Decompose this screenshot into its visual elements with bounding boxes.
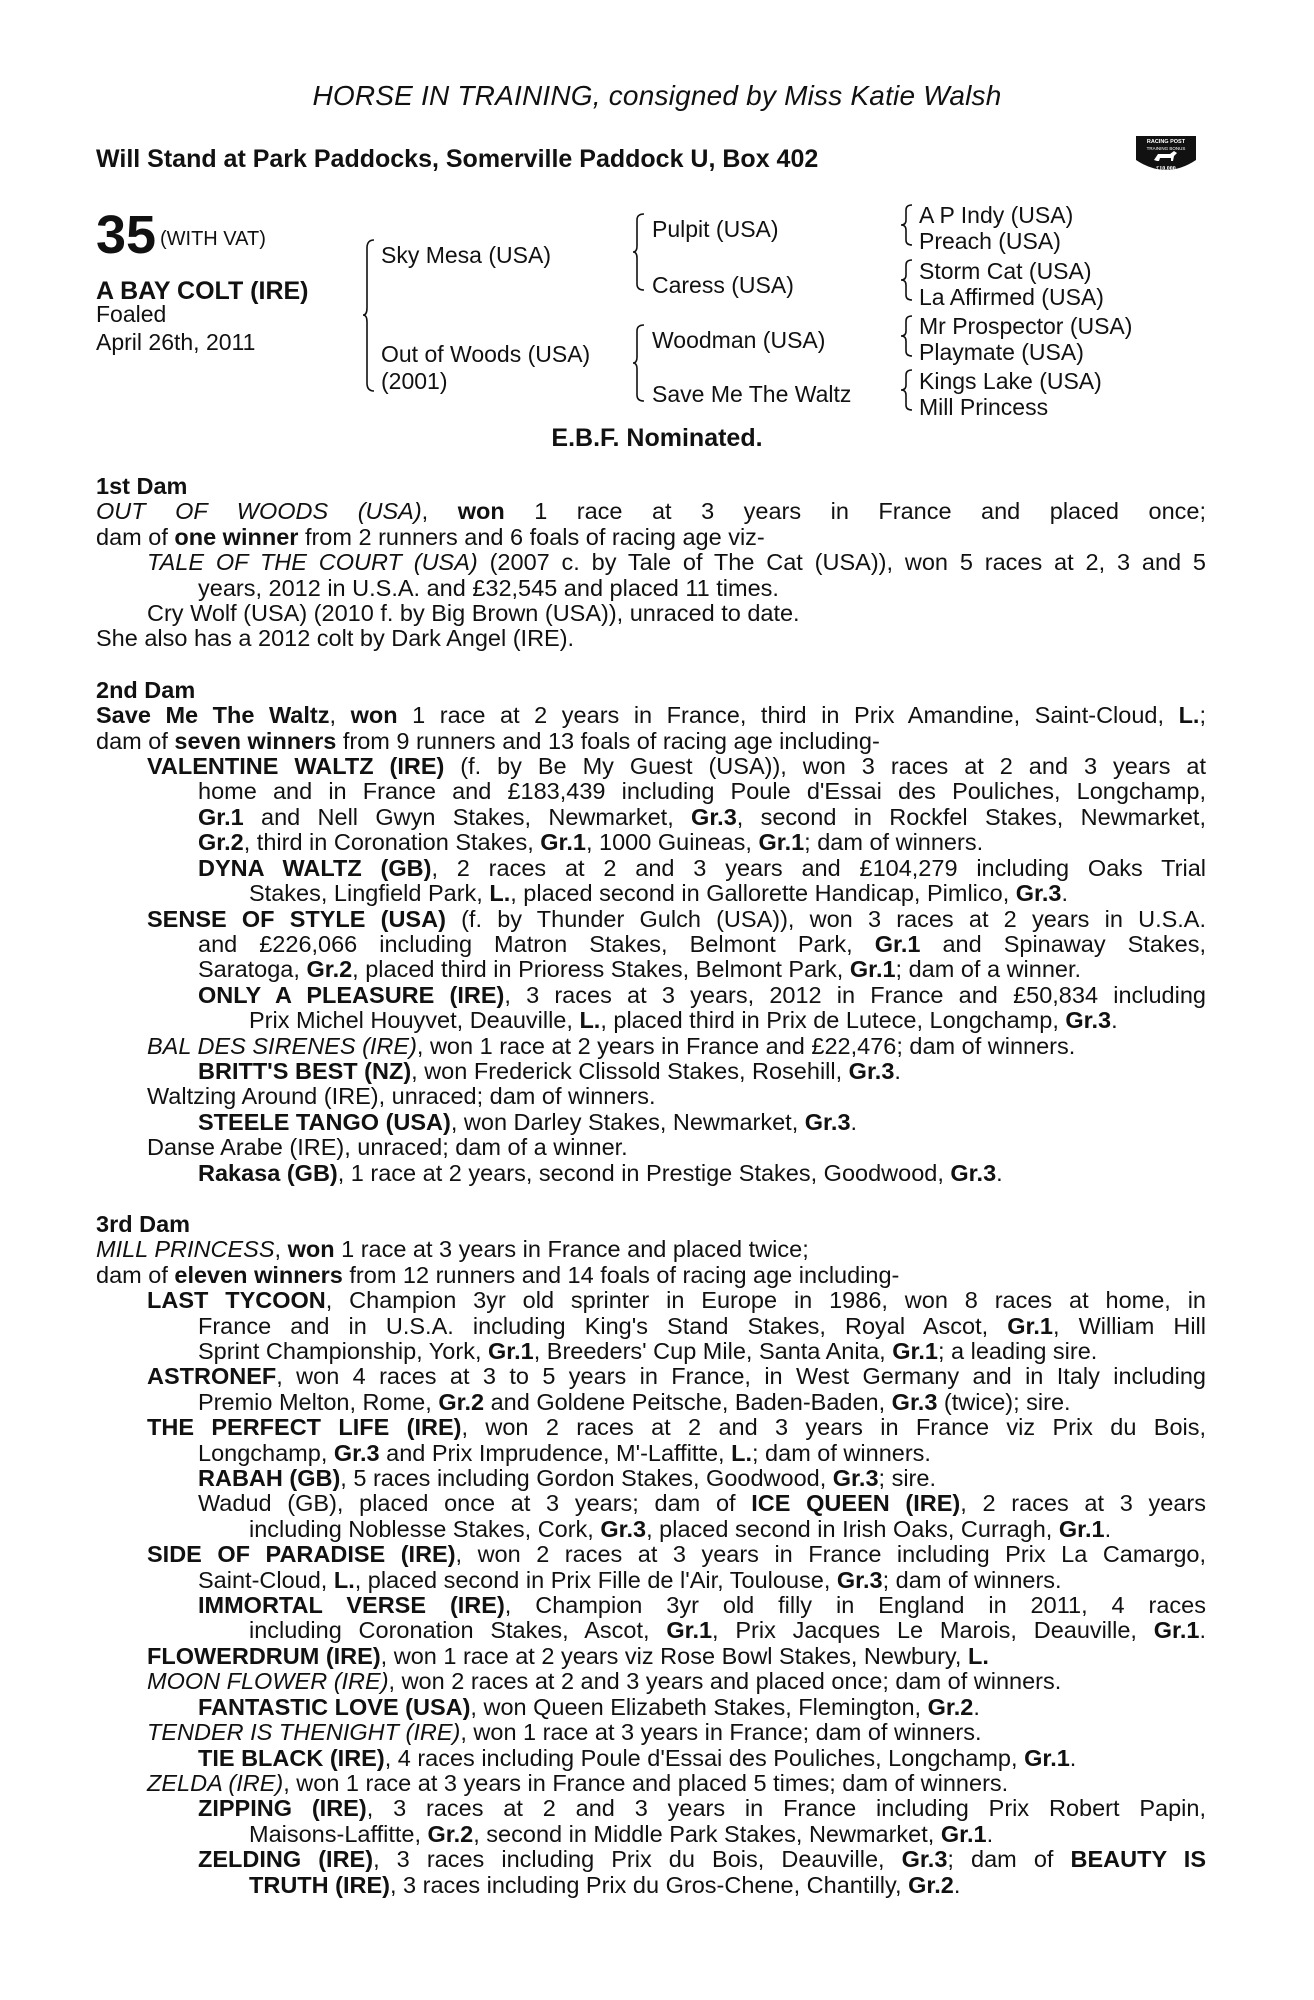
sire-dam: Caress (USA) bbox=[652, 272, 794, 298]
produce-entry: TRUTH (IRE), 3 races including Prix du Gros-Chene, Chantilly, Gr.2. bbox=[249, 1871, 961, 1898]
produce-entry: France and in U.S.A. including King's Stand Stakes, Royal Ascot, Gr.1, William Hill bbox=[198, 1312, 1206, 1339]
produce-entry: Longchamp, Gr.3 and Prix Imprudence, M'-Laffitte, L.; dam of winners. bbox=[198, 1439, 931, 1466]
produce-entry: STEELE TANGO (USA), won Darley Stakes, Newmarket, Gr.3. bbox=[198, 1108, 858, 1135]
produce-entry: Danse Arabe (IRE), unraced; dam of a winner. bbox=[147, 1134, 628, 1161]
produce-entry: Gr.2, third in Coronation Stakes, Gr.1, 1000 Guineas, Gr.1; dam of winners. bbox=[198, 829, 984, 856]
produce-entry: IMMORTAL VERSE (IRE), Champion 3yr old filly in England in 2011, 4 races bbox=[198, 1592, 1206, 1619]
horse-icon bbox=[1132, 130, 1200, 180]
pedigree-brace-g2 bbox=[900, 258, 914, 302]
produce-entry: Sprint Championship, York, Gr.1, Breeders' Cup Mile, Santa Anita, Gr.1; a leading sire. bbox=[198, 1338, 1098, 1364]
produce-entry: SENSE OF STYLE (USA) (f. by Thunder Gulch (USA)), won 3 races at 2 years in U.S.A. bbox=[147, 905, 1207, 932]
produce-entry: Premio Melton, Rome, Gr.2 and Goldene Peitsche, Baden-Baden, Gr.3 (twice); sire. bbox=[198, 1388, 1071, 1415]
foaled-info bbox=[96, 300, 255, 356]
second-dam-line: dam of seven winners from 9 runners and 13 foals of racing age including- bbox=[96, 727, 880, 754]
gg-3: Storm Cat (USA) bbox=[919, 258, 1092, 284]
produce-entry: Saint-Cloud, L., placed second in Prix Fille de l'Air, Toulouse, Gr.3; dam of winners. bbox=[198, 1566, 1062, 1593]
gg-7: Kings Lake (USA) bbox=[919, 368, 1102, 394]
produce-entry: including Coronation Stakes, Ascot, Gr.1, Prix Jacques Le Marois, Deauville, Gr.1. bbox=[249, 1617, 1207, 1644]
produce-entry: years, 2012 in U.S.A. and £32,545 and placed 11 times. bbox=[198, 574, 779, 601]
pedigree-brace-g1 bbox=[900, 203, 914, 247]
produce-entry: including Noblesse Stakes, Cork, Gr.3, placed second in Irish Oaks, Curragh, Gr.1. bbox=[249, 1515, 1112, 1542]
second-dam-heading: 2nd Dam bbox=[96, 676, 196, 703]
gg-1: A P Indy (USA) bbox=[919, 202, 1074, 228]
gg-4: La Affirmed (USA) bbox=[919, 284, 1104, 310]
dam-dam: Save Me The Waltz bbox=[652, 381, 852, 407]
vat-note: (WITH VAT) bbox=[160, 228, 266, 250]
produce-entry: Rakasa (GB), 1 race at 2 years, second in Prestige Stakes, Goodwood, Gr.3. bbox=[198, 1159, 1003, 1186]
produce-entry: Waltzing Around (IRE), unraced; dam of winners. bbox=[147, 1083, 656, 1110]
produce-entry: Stakes, Lingfield Park, L., placed second in Gallorette Handicap, Pimlico, Gr.3. bbox=[249, 880, 1069, 907]
foaled-date: April 26th, 2011 bbox=[96, 329, 256, 355]
third-dam-line: MILL PRINCESS, won 1 race at 3 years in France and placed twice; bbox=[96, 1236, 809, 1263]
dam: Out of Woods (USA) bbox=[381, 341, 591, 367]
stand-location: Will Stand at Park Paddocks, Somerville Paddock U, Box 402 bbox=[96, 145, 819, 173]
produce-entry: home and in France and £183,439 including Poule d'Essai des Pouliches, Longchamp, bbox=[198, 778, 1206, 805]
sire: Sky Mesa (USA) bbox=[381, 242, 551, 268]
svg-text:£10,000: £10,000 bbox=[1156, 166, 1176, 172]
first-dam-line: dam of one winner from 2 runners and 6 foals of racing age viz- bbox=[96, 523, 765, 550]
second-dam-line: Save Me The Waltz, won 1 race at 2 years in France, third in Prix Amandine, Saint-Cloud, L.; bbox=[96, 702, 1206, 729]
gg-8: Mill Princess bbox=[919, 394, 1049, 420]
pedigree-brace-dam bbox=[632, 323, 646, 403]
produce-entry: FANTASTIC LOVE (USA), won Queen Elizabeth Stakes, Flemington, Gr.2. bbox=[198, 1693, 980, 1720]
produce-entry: SIDE OF PARADISE (IRE), won 2 races at 3 years in France including Prix La Camargo, bbox=[147, 1541, 1206, 1568]
produce-entry: Gr.1 and Nell Gwyn Stakes, Newmarket, Gr.3, second in Rockfel Stakes, Newmarket, bbox=[198, 803, 1206, 830]
produce-entry: Maisons-Laffitte, Gr.2, second in Middle Park Stakes, Newmarket, Gr.1. bbox=[249, 1820, 994, 1847]
produce-entry: DYNA WALTZ (GB), 2 races at 2 and 3 years and £104,279 including Oaks Trial bbox=[198, 854, 1206, 881]
dam-year: (2001) bbox=[381, 368, 448, 394]
produce-entry: She also has a 2012 colt by Dark Angel (IRE). bbox=[96, 625, 575, 652]
dam-details bbox=[96, 474, 1206, 1898]
first-dam-heading: 1st Dam bbox=[96, 473, 188, 499]
produce-entry: ZIPPING (IRE), 3 races at 2 and 3 years in France including Prix Robert Papin, bbox=[198, 1795, 1206, 1822]
first-dam-line: OUT OF WOODS (USA), won 1 race at 3 years in France and placed once; bbox=[96, 498, 1206, 525]
third-dam-line: dam of eleven winners from 12 runners and 14 foals of racing age including- bbox=[96, 1261, 900, 1288]
produce-entry: Wadud (GB), placed once at 3 years; dam of ICE QUEEN (IRE), 2 races at 3 years bbox=[198, 1490, 1206, 1517]
produce-entry: and £226,066 including Matron Stakes, Belmont Park, Gr.1 and Spinaway Stakes, bbox=[198, 930, 1206, 957]
pedigree-brace-g4 bbox=[900, 368, 914, 412]
produce-entry: TIE BLACK (IRE), 4 races including Poule d'Essai des Pouliches, Longchamp, Gr.1. bbox=[198, 1744, 1077, 1771]
produce-entry: VALENTINE WALTZ (IRE) (f. by Be My Guest (USA)), won 3 races at 2 and 3 years at bbox=[147, 753, 1206, 780]
pedigree-brace-sire bbox=[632, 212, 646, 292]
produce-entry: MOON FLOWER (IRE), won 2 races at 2 and 3 years and placed once; dam of winners. bbox=[147, 1668, 1062, 1695]
produce-entry: Prix Michel Houyvet, Deauville, L., placed third in Prix de Lutece, Longchamp, Gr.3. bbox=[249, 1007, 1118, 1034]
produce-entry: TENDER IS THENIGHT (IRE), won 1 race at 3 years in France; dam of winners. bbox=[147, 1719, 982, 1746]
produce-entry: ASTRONEF, won 4 races at 3 to 5 years in France, in West Germany and in Italy including bbox=[147, 1363, 1206, 1390]
sire-sire: Pulpit (USA) bbox=[652, 216, 779, 242]
produce-entry: THE PERFECT LIFE (IRE), won 2 races at 2 and 3 years in France viz Prix du Bois, bbox=[147, 1414, 1207, 1441]
svg-text:RACING POST: RACING POST bbox=[1146, 139, 1186, 145]
svg-text:TRAINING BONUS: TRAINING BONUS bbox=[1146, 146, 1186, 151]
training-bonus-logo bbox=[1132, 130, 1200, 180]
produce-entry: BRITT'S BEST (NZ), won Frederick Clissold Stakes, Rosehill, Gr.3. bbox=[198, 1057, 901, 1084]
consignor-line: HORSE IN TRAINING, consigned by Miss Katie Walsh bbox=[312, 80, 1002, 111]
gg-2: Preach (USA) bbox=[919, 228, 1061, 254]
pedigree-brace-g3 bbox=[900, 314, 914, 358]
produce-entry: BAL DES SIRENES (IRE), won 1 race at 2 years in France and £22,476; dam of winners. bbox=[147, 1032, 1076, 1059]
dam-sire: Woodman (USA) bbox=[652, 327, 826, 353]
produce-entry: RABAH (GB), 5 races including Gordon Stakes, Goodwood, Gr.3; sire. bbox=[198, 1465, 936, 1492]
ebf-nominated: E.B.F. Nominated. bbox=[551, 424, 763, 452]
pedigree-brace-main bbox=[362, 238, 376, 393]
produce-entry: FLOWERDRUM (IRE), won 1 race at 2 years viz Rose Bowl Stakes, Newbury, L. bbox=[147, 1642, 989, 1669]
produce-entry: Cry Wolf (USA) (2010 f. by Big Brown (USA)), unraced to date. bbox=[147, 600, 800, 627]
produce-entry: LAST TYCOON, Champion 3yr old sprinter in Europe in 1986, won 8 races at home, in bbox=[147, 1287, 1206, 1314]
gg-6: Playmate (USA) bbox=[919, 339, 1084, 365]
produce-entry: TALE OF THE COURT (USA) (2007 c. by Tale of The Cat (USA)), won 5 races at 2, 3 and 5 bbox=[147, 549, 1207, 576]
third-dam-heading: 3rd Dam bbox=[96, 1210, 191, 1237]
produce-entry: ONLY A PLEASURE (IRE), 3 races at 3 years, 2012 in France and £50,834 including bbox=[198, 981, 1206, 1008]
produce-entry: ZELDA (IRE), won 1 race at 3 years in France and placed 5 times; dam of winners. bbox=[147, 1769, 1009, 1796]
foaled-label: Foaled bbox=[96, 301, 167, 327]
produce-entry: ZELDING (IRE), 3 races including Prix du Bois, Deauville, Gr.3; dam of BEAUTY IS bbox=[198, 1846, 1206, 1873]
gg-5: Mr Prospector (USA) bbox=[919, 313, 1133, 339]
horse-name: A BAY COLT (IRE) bbox=[96, 277, 309, 305]
lot-number: 35 bbox=[96, 205, 157, 265]
produce-entry: Saratoga, Gr.2, placed third in Prioress Stakes, Belmont Park, Gr.1; dam of a winner. bbox=[198, 956, 1082, 983]
